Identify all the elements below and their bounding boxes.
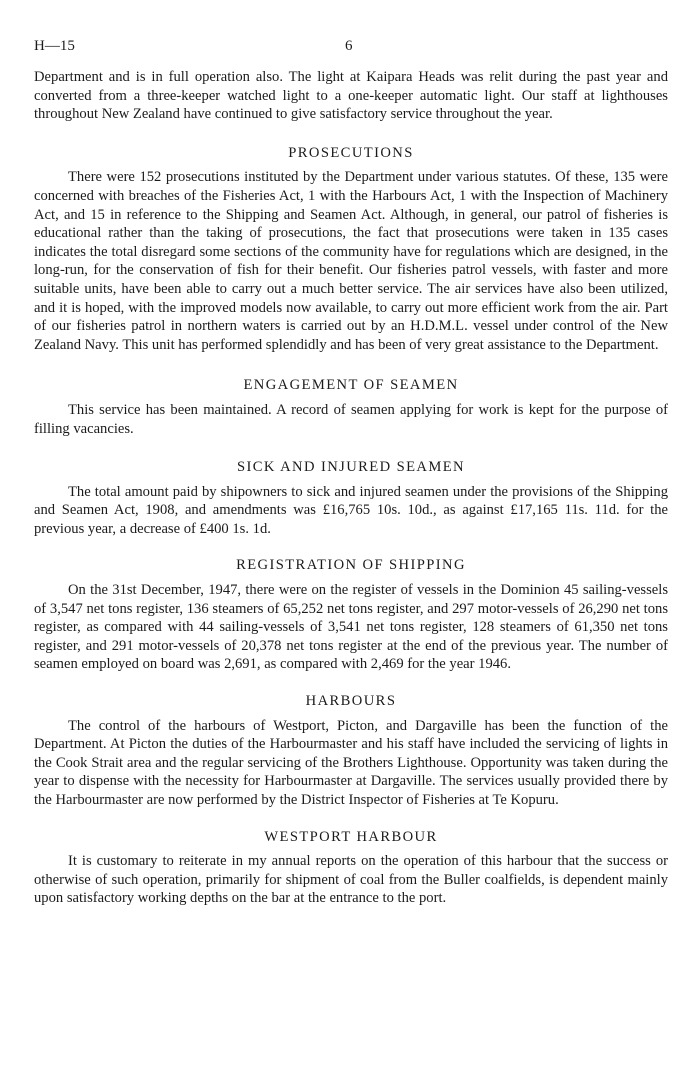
section-paragraph: It is customary to reiterate in my annual reports on the operation of this harbour that the success or otherwise of such operation, primarily for shipment of coal from the Buller coalfields, is dependent mainly upon satisfactory working depths on the bar at the entrance to the port.	[34, 853, 668, 907]
section-heading: SICK AND INJURED SEAMEN	[236, 459, 465, 476]
section-heading: ENGAGEMENT OF SEAMEN	[243, 377, 459, 394]
section-registration-of-shipping	[34, 556, 668, 674]
page-number: 6	[345, 38, 353, 54]
section-harbours	[34, 692, 668, 810]
section-paragraph: The total amount paid by shipowners to sick and injured seamen under the provisions of the Shipping and Seamen Act, 1908, and amendments was £16,765 10s. 10d., as against £17,165 11s. 11d. for the previous year, a decrease of £400 1s. 1d.	[34, 483, 668, 537]
section-paragraph: There were 152 prosecutions instituted by the Department under various statutes. Of these, 135 were concerned with breaches of the Fisheries Act, 1 with the Harbours Act, 1 with the Inspection of Machinery Act, and 15 in reference to the Shipping and Seamen Act. Although, in general, our patrol of fisheries is educational rather than the taking of prosecutions, the fact that prosecutions were taken in 135 cases indicates the total disregard some sections of the community have for regulations which are designed, in the long-run, for the conservation of fish for their benefit. Our fisheries patrol vessels, with faster and more suitable units, have been able to carry out a much better service. The air services have also been utilized, and it is hoped, with the improved models now available, to carry out more efficient work from the air. Part of our fisheries patrol in northern waters is carried out by an H.D.M.L. vessel under control of the New Zealand Navy. This unit has performed splendidly and has been of very great assistance to the Department.	[34, 169, 668, 353]
section-sick-and-injured-seamen	[34, 458, 668, 538]
section-heading: REGISTRATION OF SHIPPING	[236, 557, 466, 574]
intro-paragraph: Department and is in full operation also. The light at Kaipara Heads was relit during the past year and converted from a three-keeper watched light to a one-keeper automatic light. Our staff at lighthouses throughout New Zealand have continued to give satisfactory service throughout the year.	[34, 69, 668, 123]
section-heading: PROSECUTIONS	[288, 144, 414, 161]
section-paragraph: On the 31st December, 1947, there were on the register of vessels in the Dominion 45 sailing-vessels of 3,547 net tons register, 136 steamers of 65,252 net tons register, and 297 motor-vessels of 26,290 net tons register, as compared with 44 sailing-vessels of 3,541 net tons register, 128 steamers of 61,350 net tons register, and 291 motor-vessels of 20,378 net tons register at the end of the previous year. The number of seamen employed on board was 2,691, as compared with 2,469 for the year 1946.	[34, 582, 668, 673]
document-reference: H—15	[34, 38, 75, 54]
section-paragraph: The control of the harbours of Westport, Picton, and Dargaville has been the function of the Department. At Picton the duties of the Harbourmaster and his staff have included the servicing of lights in the Cook Strait area and the regular servicing of the Brothers Lighthouse. Opportunity was taken during the year to dispense with the necessity for Harbourmaster at Dargaville. The services usually provided there by the Harbourmaster are now performed by the District Inspector of Fisheries at Te Kopuru.	[34, 717, 668, 808]
document-page	[34, 38, 668, 908]
page-header	[34, 38, 668, 60]
section-engagement-of-seamen	[34, 376, 668, 438]
section-prosecutions	[34, 144, 668, 355]
section-paragraph: This service has been maintained. A record of seamen applying for work is kept for the purpose of filling vacancies.	[34, 401, 668, 437]
section-westport-harbour	[34, 828, 668, 908]
section-heading: WESTPORT HARBOUR	[264, 828, 438, 845]
section-heading: HARBOURS	[305, 693, 397, 710]
